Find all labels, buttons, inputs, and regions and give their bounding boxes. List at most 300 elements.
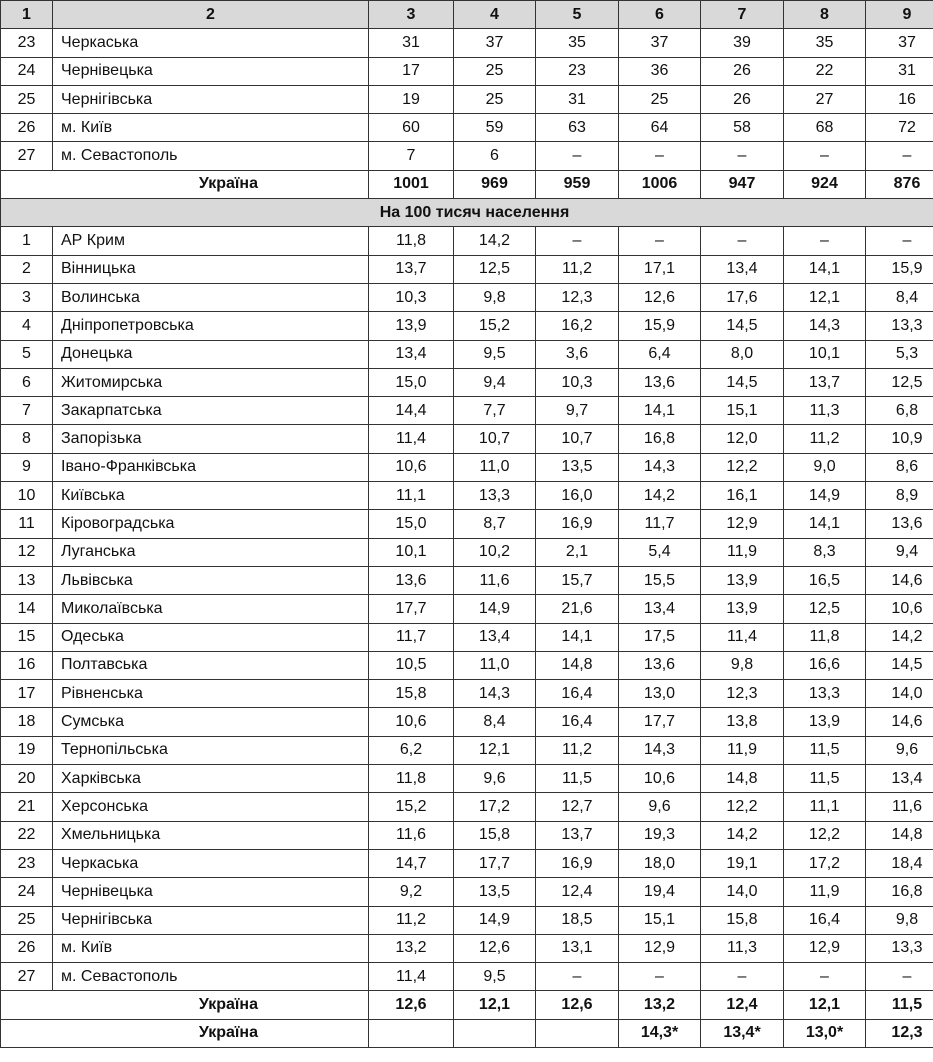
value-cell: 15,2 [369,793,454,821]
table-body [1,29,933,1048]
total-value: 947 [701,170,784,198]
value-cell: 9,2 [369,878,454,906]
table-row [1,906,933,934]
row-number: 17 [1,680,53,708]
table-row [1,651,933,679]
column-header: 8 [784,1,866,29]
value-cell: 10,1 [784,340,866,368]
value-cell: 15,8 [701,906,784,934]
total-value: 12,6 [536,991,619,1019]
table-row [1,85,933,113]
value-cell: 16,9 [536,849,619,877]
value-cell: 16,4 [784,906,866,934]
region-name: Донецька [53,340,369,368]
region-name: Черкаська [53,849,369,877]
value-cell: 63 [536,114,619,142]
region-name: Закарпатська [53,397,369,425]
value-cell: 10,7 [536,425,619,453]
value-cell: 5,3 [866,340,933,368]
value-cell: 13,1 [536,934,619,962]
table-row [1,538,933,566]
total-value [454,1019,536,1047]
value-cell: 68 [784,114,866,142]
value-cell: 10,6 [866,595,933,623]
table-row [1,793,933,821]
region-name: Одеська [53,623,369,651]
row-number: 16 [1,651,53,679]
value-cell: 19 [369,85,454,113]
value-cell: 11,7 [619,510,701,538]
table-row [1,566,933,594]
row-number: 26 [1,934,53,962]
row-number: 3 [1,283,53,311]
total-value: 969 [454,170,536,198]
value-cell: 9,7 [536,397,619,425]
value-cell: – [619,142,701,170]
region-name: Кіровоградська [53,510,369,538]
value-cell: 11,5 [784,736,866,764]
value-cell: 59 [454,114,536,142]
region-name: Житомирська [53,368,369,396]
value-cell: 10,2 [454,538,536,566]
table-row [1,114,933,142]
row-number: 12 [1,538,53,566]
value-cell: 8,3 [784,538,866,566]
header-row [1,1,933,29]
row-number: 21 [1,793,53,821]
value-cell: 11,4 [369,963,454,991]
value-cell: 11,4 [701,623,784,651]
value-cell: 11,0 [454,453,536,481]
region-name: Сумська [53,708,369,736]
value-cell: 17,6 [701,283,784,311]
row-number: 11 [1,510,53,538]
total-label: Україна [1,170,369,198]
value-cell: 11,5 [536,765,619,793]
region-name: м. Севастополь [53,963,369,991]
row-number: 24 [1,878,53,906]
table-row [1,283,933,311]
row-number: 4 [1,312,53,340]
value-cell: 12,3 [536,283,619,311]
table-row [1,312,933,340]
value-cell: 72 [866,114,933,142]
row-number: 18 [1,708,53,736]
value-cell: 14,1 [784,510,866,538]
value-cell: 11,1 [784,793,866,821]
value-cell: 13,9 [701,595,784,623]
value-cell: 14,2 [619,482,701,510]
value-cell: 12,5 [454,255,536,283]
value-cell: 13,7 [369,255,454,283]
value-cell: 6 [454,142,536,170]
table-row [1,765,933,793]
value-cell: – [536,227,619,255]
region-name: Чернівецька [53,57,369,85]
value-cell: 14,4 [369,397,454,425]
value-cell: 11,2 [536,736,619,764]
value-cell: 15,0 [369,368,454,396]
value-cell: 14,8 [701,765,784,793]
value-cell: 13,3 [454,482,536,510]
value-cell: 15,8 [369,680,454,708]
value-cell: 13,7 [536,821,619,849]
table-row [1,849,933,877]
table-row [1,227,933,255]
table-row [1,736,933,764]
total-label: Україна [1,991,369,1019]
column-header: 1 [1,1,53,29]
value-cell: 16,2 [536,312,619,340]
value-cell: 9,8 [701,651,784,679]
total-label: Україна [1,1019,369,1047]
total-value: 14,3* [619,1019,701,1047]
row-number: 26 [1,114,53,142]
table-row [1,963,933,991]
value-cell: 18,5 [536,906,619,934]
value-cell: 22 [784,57,866,85]
value-cell: – [619,963,701,991]
value-cell: 14,9 [454,906,536,934]
region-name: Херсонська [53,793,369,821]
value-cell: – [784,227,866,255]
value-cell: 11,9 [701,538,784,566]
value-cell: 31 [369,29,454,57]
total-value: 1001 [369,170,454,198]
value-cell: 10,6 [619,765,701,793]
value-cell: 14,5 [701,368,784,396]
total-row [1,991,933,1019]
region-name: м. Київ [53,934,369,962]
value-cell: 2,1 [536,538,619,566]
column-header: 2 [53,1,369,29]
table-row [1,340,933,368]
value-cell: 17,7 [454,849,536,877]
row-number: 24 [1,57,53,85]
value-cell: 9,4 [454,368,536,396]
value-cell: 13,3 [866,312,933,340]
table-row [1,878,933,906]
value-cell: 23 [536,57,619,85]
value-cell: 10,1 [369,538,454,566]
value-cell: 15,9 [866,255,933,283]
column-header: 4 [454,1,536,29]
value-cell: 10,9 [866,425,933,453]
value-cell: 37 [454,29,536,57]
total-value: 1006 [619,170,701,198]
total-value: 12,6 [369,991,454,1019]
column-header: 7 [701,1,784,29]
value-cell: 16,9 [536,510,619,538]
table-row [1,821,933,849]
value-cell: 15,9 [619,312,701,340]
value-cell: – [619,227,701,255]
value-cell: 15,0 [369,510,454,538]
value-cell: – [701,227,784,255]
region-name: Київська [53,482,369,510]
row-number: 14 [1,595,53,623]
value-cell: 15,1 [701,397,784,425]
region-name: Чернігівська [53,85,369,113]
table-row [1,142,933,170]
value-cell: 12,3 [701,680,784,708]
value-cell: 12,1 [784,283,866,311]
row-number: 15 [1,623,53,651]
section-title: На 100 тисяч населення [1,199,933,227]
row-number: 25 [1,906,53,934]
value-cell: 11,6 [866,793,933,821]
value-cell: 8,6 [866,453,933,481]
total-value [536,1019,619,1047]
value-cell: 14,2 [701,821,784,849]
value-cell: 13,9 [701,566,784,594]
value-cell: 14,2 [866,623,933,651]
total-value: 876 [866,170,933,198]
column-header: 6 [619,1,701,29]
value-cell: 37 [866,29,933,57]
table-row [1,425,933,453]
total-value: 11,5 [866,991,933,1019]
value-cell: 12,7 [536,793,619,821]
value-cell: 15,5 [619,566,701,594]
value-cell: 13,4 [454,623,536,651]
column-header: 5 [536,1,619,29]
value-cell: 5,4 [619,538,701,566]
value-cell: 60 [369,114,454,142]
value-cell: 13,4 [701,255,784,283]
value-cell: 17,7 [619,708,701,736]
value-cell: 12,4 [536,878,619,906]
value-cell: 14,5 [866,651,933,679]
row-number: 13 [1,566,53,594]
value-cell: 35 [784,29,866,57]
value-cell: 12,5 [784,595,866,623]
value-cell: – [701,142,784,170]
value-cell: 11,6 [454,566,536,594]
value-cell: 11,7 [369,623,454,651]
total-value: 12,3 [866,1019,933,1047]
value-cell: 27 [784,85,866,113]
value-cell: 14,7 [369,849,454,877]
value-cell: 13,9 [784,708,866,736]
value-cell: 13,6 [619,651,701,679]
value-cell: 11,8 [784,623,866,651]
region-name: м. Київ [53,114,369,142]
value-cell: 10,3 [369,283,454,311]
value-cell: 9,5 [454,340,536,368]
region-name: Запорізька [53,425,369,453]
total-value: 12,1 [454,991,536,1019]
value-cell: 11,9 [701,736,784,764]
value-cell: 13,0 [619,680,701,708]
table-row [1,57,933,85]
row-number: 6 [1,368,53,396]
value-cell: 11,8 [369,765,454,793]
value-cell: 14,1 [536,623,619,651]
value-cell: 9,6 [866,736,933,764]
total-value: 13,4* [701,1019,784,1047]
value-cell: 16,8 [619,425,701,453]
total-value: 924 [784,170,866,198]
value-cell: 12,0 [701,425,784,453]
value-cell: 13,2 [369,934,454,962]
value-cell: 64 [619,114,701,142]
table-row [1,934,933,962]
value-cell: 6,2 [369,736,454,764]
value-cell: 13,3 [784,680,866,708]
value-cell: 14,0 [701,878,784,906]
value-cell: 19,1 [701,849,784,877]
value-cell: 12,5 [866,368,933,396]
value-cell: 16,5 [784,566,866,594]
value-cell: 11,8 [369,227,454,255]
value-cell: 17 [369,57,454,85]
table-row [1,453,933,481]
value-cell: 11,9 [784,878,866,906]
value-cell: 17,5 [619,623,701,651]
table-row [1,397,933,425]
value-cell: 25 [619,85,701,113]
region-name: Хмельницька [53,821,369,849]
value-cell: 10,7 [454,425,536,453]
value-cell: 31 [536,85,619,113]
value-cell: 18,4 [866,849,933,877]
value-cell: 9,0 [784,453,866,481]
value-cell: 16,8 [866,878,933,906]
value-cell: 13,9 [369,312,454,340]
table-row [1,708,933,736]
value-cell: 39 [701,29,784,57]
value-cell: – [701,963,784,991]
value-cell: 17,2 [784,849,866,877]
value-cell: – [784,142,866,170]
value-cell: 16 [866,85,933,113]
row-number: 8 [1,425,53,453]
region-name: Рівненська [53,680,369,708]
value-cell: 12,2 [784,821,866,849]
row-number: 23 [1,29,53,57]
total-value: 12,4 [701,991,784,1019]
value-cell: 12,1 [454,736,536,764]
value-cell: 16,6 [784,651,866,679]
row-number: 2 [1,255,53,283]
value-cell: 11,3 [784,397,866,425]
value-cell: 8,4 [866,283,933,311]
value-cell: 9,8 [454,283,536,311]
row-number: 27 [1,142,53,170]
row-number: 19 [1,736,53,764]
column-header: 3 [369,1,454,29]
row-number: 7 [1,397,53,425]
value-cell: – [866,227,933,255]
row-number: 9 [1,453,53,481]
region-name: Івано-Франківська [53,453,369,481]
row-number: 25 [1,85,53,113]
total-row [1,170,933,198]
section-row [1,199,933,227]
value-cell: 26 [701,57,784,85]
value-cell: 7 [369,142,454,170]
column-header: 9 [866,1,933,29]
value-cell: 10,6 [369,708,454,736]
region-name: Чернівецька [53,878,369,906]
region-name: Дніпропетровська [53,312,369,340]
region-name: Полтавська [53,651,369,679]
value-cell: 7,7 [454,397,536,425]
value-cell: 16,4 [536,680,619,708]
table-row [1,595,933,623]
region-name: Луганська [53,538,369,566]
value-cell: 11,0 [454,651,536,679]
value-cell: 14,9 [454,595,536,623]
value-cell: 35 [536,29,619,57]
total-row [1,1019,933,1047]
value-cell: 58 [701,114,784,142]
value-cell: 10,5 [369,651,454,679]
value-cell: 8,7 [454,510,536,538]
region-name: Волинська [53,283,369,311]
region-name: Тернопільська [53,736,369,764]
value-cell: 10,3 [536,368,619,396]
value-cell: 11,3 [701,934,784,962]
value-cell: 11,4 [369,425,454,453]
value-cell: 13,6 [619,368,701,396]
value-cell: 14,8 [866,821,933,849]
value-cell: 13,5 [536,453,619,481]
row-number: 5 [1,340,53,368]
region-name: Вінницька [53,255,369,283]
value-cell: 12,9 [701,510,784,538]
value-cell: 8,9 [866,482,933,510]
value-cell: 19,4 [619,878,701,906]
value-cell: 3,6 [536,340,619,368]
value-cell: 37 [619,29,701,57]
value-cell: 15,1 [619,906,701,934]
value-cell: 12,2 [701,453,784,481]
value-cell: 13,6 [369,566,454,594]
value-cell: 15,2 [454,312,536,340]
value-cell: 12,9 [784,934,866,962]
table-row [1,368,933,396]
region-name: АР Крим [53,227,369,255]
value-cell: 6,8 [866,397,933,425]
region-name: м. Севастополь [53,142,369,170]
row-number: 1 [1,227,53,255]
value-cell: 14,2 [454,227,536,255]
region-name: Харківська [53,765,369,793]
value-cell: 10,6 [369,453,454,481]
value-cell: 14,1 [619,397,701,425]
value-cell: 9,4 [866,538,933,566]
value-cell: 13,7 [784,368,866,396]
value-cell: 11,2 [369,906,454,934]
value-cell: 13,5 [454,878,536,906]
value-cell: 14,6 [866,708,933,736]
value-cell: 12,6 [454,934,536,962]
value-cell: 14,0 [866,680,933,708]
value-cell: 19,3 [619,821,701,849]
value-cell: 14,3 [454,680,536,708]
value-cell: 11,2 [536,255,619,283]
value-cell: 11,5 [784,765,866,793]
value-cell: 13,3 [866,934,933,962]
total-value: 13,2 [619,991,701,1019]
value-cell: 13,4 [369,340,454,368]
value-cell: 14,3 [784,312,866,340]
value-cell: – [536,142,619,170]
value-cell: 14,6 [866,566,933,594]
value-cell: 13,8 [701,708,784,736]
